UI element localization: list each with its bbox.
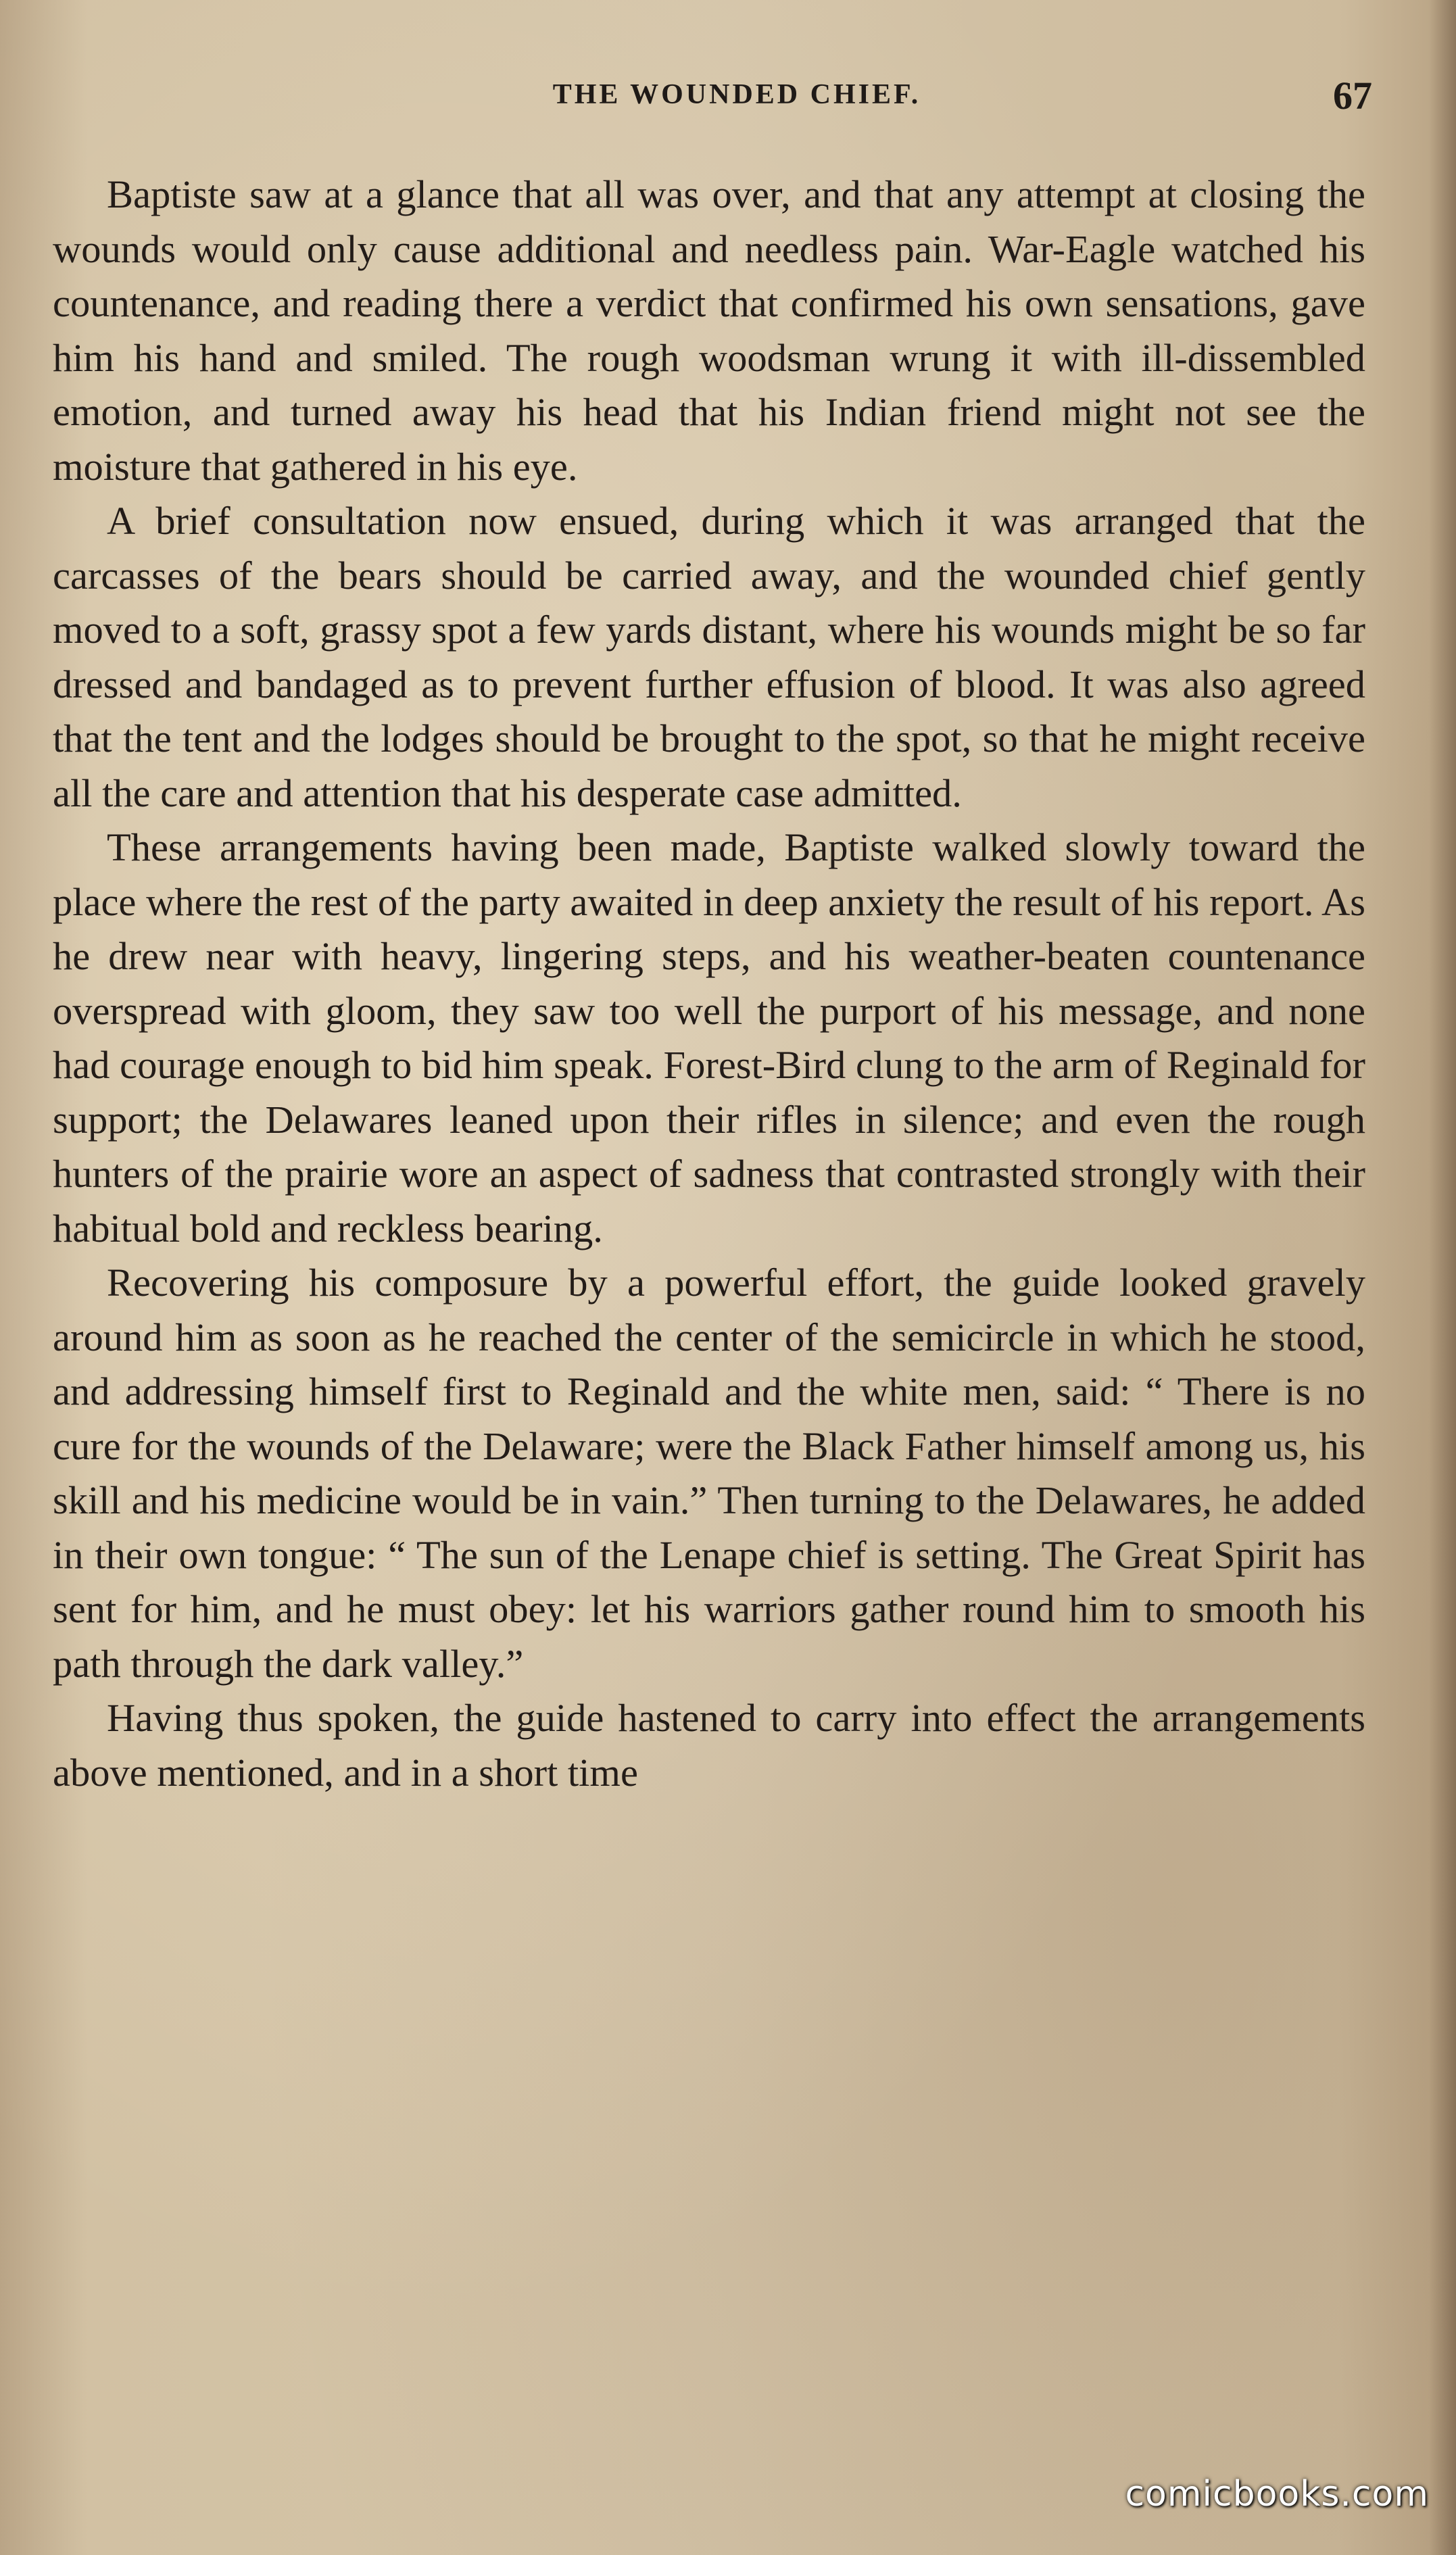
- paragraph-1: Baptiste saw at a glance that all was over, and that any attempt at closing the wounds would only cause additional and needless pain. War-Eagle watched his countenance, and reading there a verdict that confirmed his own sensations, gave him his hand and smiled. The rough woodsman wrung it with ill-dissembled emotion, and turned away his head that his Indian friend might not see the moisture that gathered in his eye.: [53, 172, 1365, 489]
- body-text: [53, 168, 1365, 1800]
- paragraph-4: Recovering his composure by a powerful effort, the guide looked gravely around him as soon as he reached the center of the semicircle in which he stood, and addressing himself first to Reginald and the white men, said: “ There is no cure for the wounds of the Delaware; were the Black Father himself among us, his skill and his medicine would be in vain.” Then turning to the Delawares, he added in their own tongue: “ The sun of the Lenape chief is setting. The Great Spirit has sent for him, and he must obey: let his warriors gather round him to smooth his path through the dark valley.”: [53, 1261, 1365, 1686]
- paragraph-3: These arrangements having been made, Baptiste walked slowly toward the place where the rest of the party awaited in deep anxiety the result of his report. As he drew near with heavy, lingering steps, and his weather-beaten countenance overspread with gloom, they saw too well the purport of his message, and none had courage enough to bid him speak. Forest-Bird clung to the arm of Reginald for support; the Delawares leaned upon their rifles in silence; and even the rough hunters of the prairie wore an aspect of sadness that contrasted strongly with their habitual bold and reckless bearing.: [53, 825, 1365, 1250]
- watermark: comicbooks.com: [1125, 2474, 1429, 2514]
- running-title: THE WOUNDED CHIEF.: [552, 79, 921, 110]
- page-number: 67: [1333, 74, 1372, 118]
- paragraph-5: Having thus spoken, the guide hastened to carry into effect the arrangements above mentioned, and in a short time: [53, 1696, 1365, 1795]
- paragraph-2: A brief consultation now ensued, during which it was arranged that the carcasses of the bears should be carried away, and the wounded chief gently moved to a soft, grassy spot a few yards distant, where his wounds might be so far dressed and bandaged as to prevent further effusion of blood. It was also agreed that the tent and the lodges should be brought to the spot, so that he might receive all the care and attention that his desperate case admitted.: [53, 499, 1365, 815]
- page-edge-shadow: [1429, 0, 1456, 2555]
- page-header: [101, 73, 1372, 127]
